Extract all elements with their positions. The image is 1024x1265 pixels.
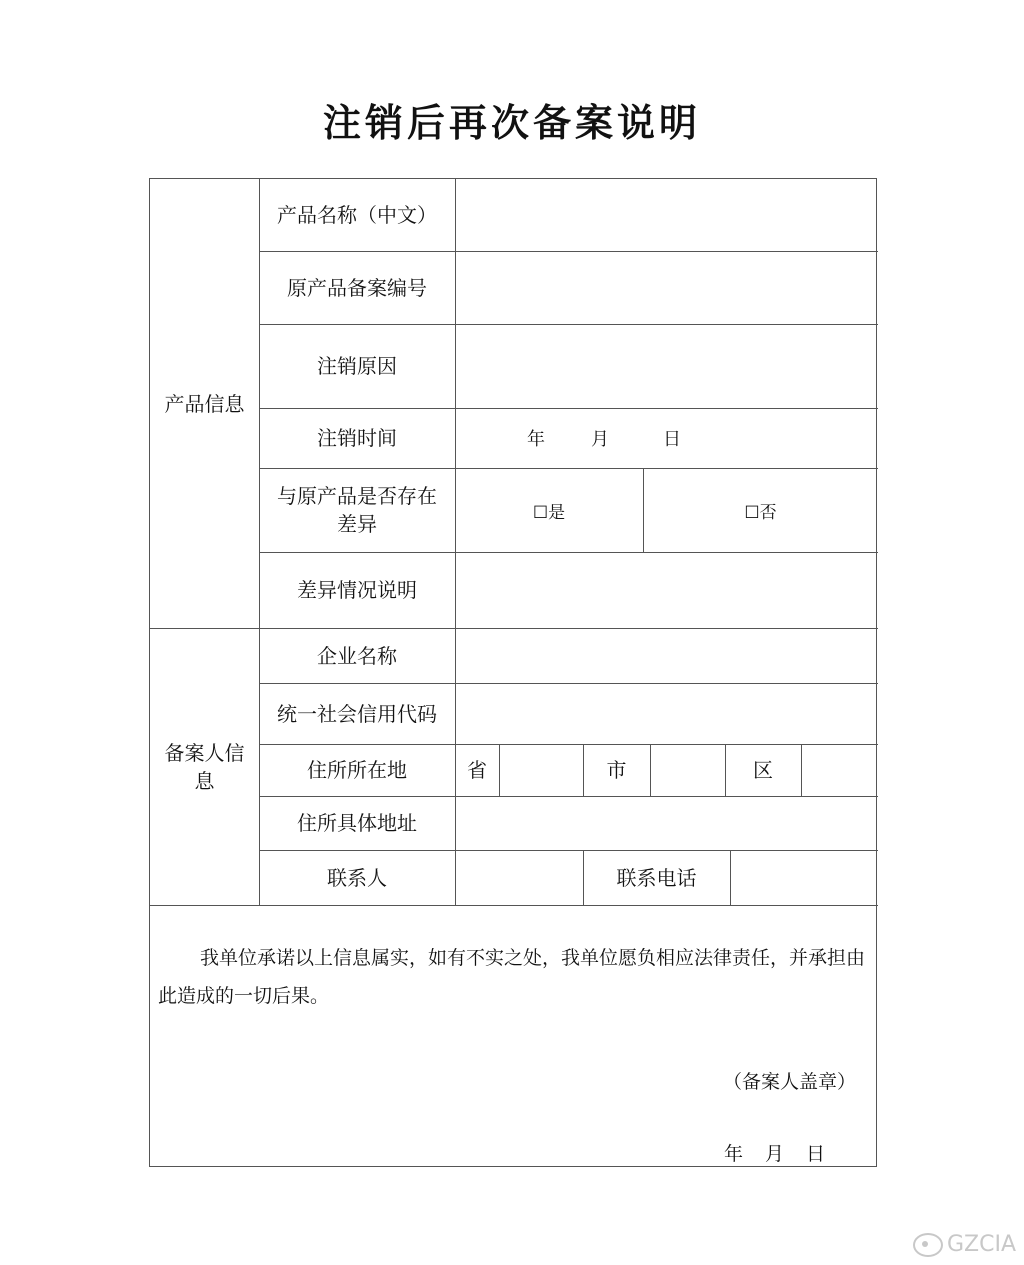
label-location: 住所所在地 [307,758,407,782]
location-district-label: 区 [753,758,773,782]
label-product-name: 产品名称（中文） [277,203,437,227]
cancel-date-year: 年 [527,429,545,450]
filing-form [149,178,877,1167]
commitment-statement: 我单位承诺以上信息属实，如有不实之处，我单位愿负相应法律责任，并承担由此造成的一切后果。 [158,947,866,1007]
label-difference-desc: 差异情况说明 [297,578,417,602]
label-original-number: 原产品备案编号 [287,275,427,300]
sign-date-day: 日 [806,1143,826,1165]
difference-yes-checkbox[interactable]: ☐是 [532,502,566,523]
label-company-name: 企业名称 [317,643,397,668]
label-cancel-reason: 注销原因 [317,354,397,378]
location-city-label: 市 [606,758,627,782]
cancel-date-month: 月 [591,429,609,450]
weibo-icon [913,1233,943,1257]
document-title: 注销后再次备案说明 [322,100,701,145]
label-difference: 与原产品是否存在差异 [277,484,437,536]
label-phone: 联系电话 [616,865,697,890]
watermark [913,1232,1016,1257]
section-filer-info: 备案人信息 [164,740,245,793]
cancel-date-day: 日 [663,429,681,450]
sign-date-month: 月 [765,1143,785,1165]
watermark-text: GZCIA [946,1232,1016,1257]
label-contact: 联系人 [327,865,387,890]
location-province-label: 省 [467,758,487,782]
sign-date-year: 年 [724,1143,744,1165]
label-cancel-time: 注销时间 [317,426,397,450]
label-credit-code: 统一社会信用代码 [277,701,437,726]
label-address: 住所具体地址 [297,811,417,835]
filer-seal-label: （备案人盖章） [722,1071,856,1093]
difference-no-checkbox[interactable]: ☐否 [744,502,777,523]
section-product-info: 产品信息 [164,391,245,416]
